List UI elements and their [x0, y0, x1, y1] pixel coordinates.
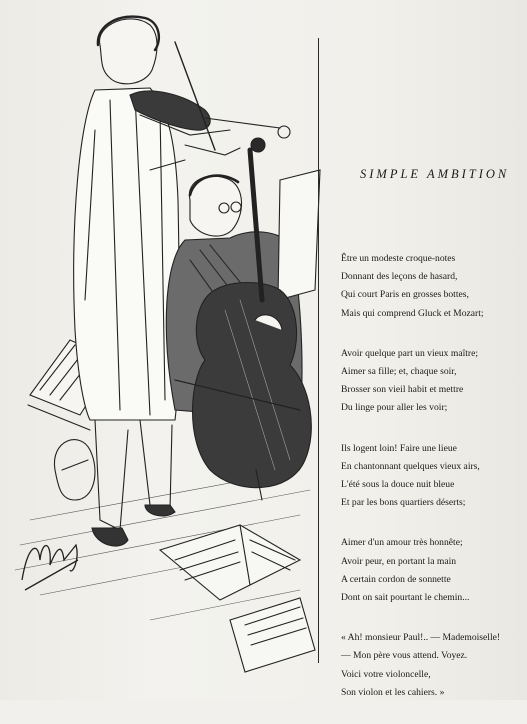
poem-line: Être un modeste croque-notes: [341, 253, 456, 264]
violin-case: [54, 440, 95, 500]
stanza-5: [341, 629, 527, 702]
poem-line: Donnant des leçons de hasard,: [341, 271, 458, 283]
poem-line: Ils logent loin! Faire une lieue: [341, 442, 457, 454]
poem-line: Qui court Paris en grosses bottes,: [341, 289, 469, 301]
poem-line: « Ah! monsieur Paul!.. — Mademoiselle!: [341, 632, 501, 644]
music-sheet-floor: [230, 598, 315, 672]
poem-line: En chantonnant quelques vieux airs,: [341, 460, 480, 472]
poem-line: Son violon et les cahiers. »: [341, 686, 445, 698]
poem-line: L'été sous la douce nuit bleue: [341, 479, 455, 491]
music-book-floor: [160, 525, 300, 600]
column-divider: [318, 38, 319, 663]
poem-line: Dont on sait pourtant le chemin...: [341, 592, 470, 604]
poem-line: Brosser son vieil habit et mettre: [341, 384, 464, 396]
poem-line: Aimer sa fille; et, chaque soir,: [341, 366, 457, 378]
stanza-3: [341, 440, 527, 513]
artist-signature: [22, 545, 78, 590]
stanza-4: [341, 534, 527, 607]
poem-line: Mais qui comprend Gluck et Mozart;: [341, 307, 484, 319]
cellist-figure: [166, 138, 320, 500]
poem-line: Et par les bons quartiers déserts;: [341, 497, 466, 509]
stanza-2: [341, 345, 527, 418]
poem-line: Avoir quelque part un vieux maître;: [341, 347, 479, 359]
poem-line: Du linge pour aller les voir;: [341, 402, 448, 414]
poem-body: [341, 250, 527, 724]
stanza-1: [341, 250, 527, 323]
poem-line: A certain cordon de sonnette: [341, 573, 451, 585]
poem-line: Avoir peur, en portant la main: [341, 555, 457, 567]
poem-line: Voici votre violoncelle,: [341, 668, 431, 680]
poem-title: SIMPLE AMBITION: [360, 167, 510, 181]
poem-line: — Mon père vous attend. Voyez.: [341, 650, 468, 662]
poem-line: Aimer d'un amour très honnête;: [341, 537, 463, 549]
